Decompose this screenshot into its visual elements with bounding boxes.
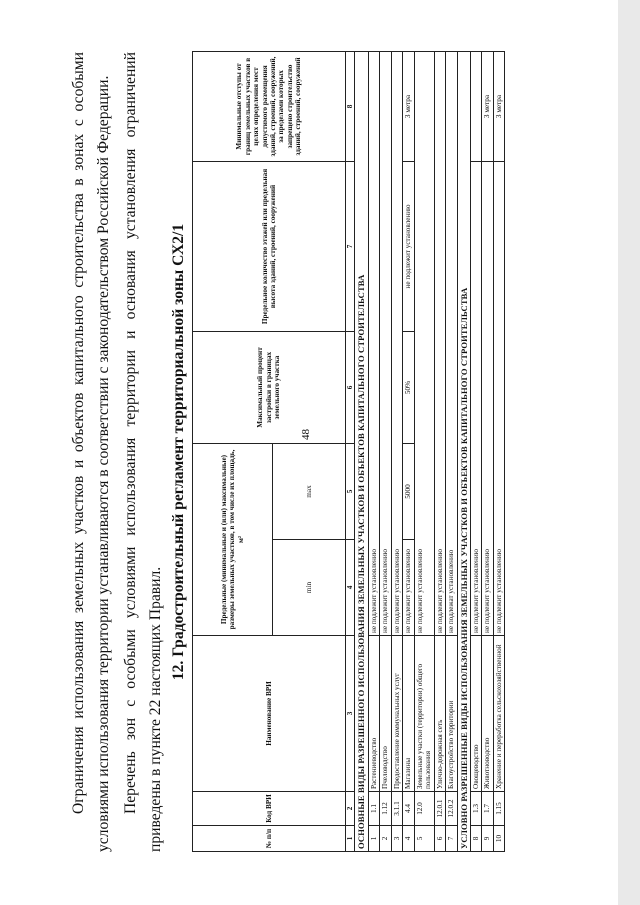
cell-no: 7	[446, 826, 457, 852]
cell-value: не подлежат установлению	[446, 51, 457, 635]
cell-floors: не подлежит установлению	[403, 161, 414, 331]
intro-paragraph-1: Ограничения использования земельных участков и объектов капитального строительства в зонах с особыми условиями использования территории устанавливаются в соответствии с законодательством Российской Федерации.	[70, 52, 112, 852]
cell-name: Пчеловодство	[380, 636, 391, 792]
cell-value: не подлежит установлению	[482, 161, 493, 635]
cell-code: 1.12	[380, 792, 391, 826]
cell-no: 1	[368, 826, 379, 852]
section-heading-conditional: УСЛОВНО РАЗРЕШЕННЫЕ ВИДЫ ИСПОЛЬЗОВАНИЯ ЗЕМЕЛЬНЫХ УЧАСТКОВ И ОБЪЕКТОВ КАПИТАЛЬНОГО СТРОИТЕЛЬСТВА	[457, 51, 470, 851]
cell-no: 6	[434, 826, 445, 852]
cell-name: Животноводство	[482, 636, 493, 792]
cell-setback	[470, 51, 481, 161]
cell-value: не подлежит установлению	[380, 51, 391, 635]
table-row	[434, 51, 445, 851]
col-num: 5	[346, 443, 355, 539]
cell-name: Растениеводство	[368, 636, 379, 792]
cell-no: 10	[493, 826, 504, 852]
header-floors: Предельное количество этажей или предельная высота зданий, строений, сооружений	[193, 161, 346, 331]
table-row	[493, 51, 504, 851]
cell-value: не подлежит установлению	[434, 51, 445, 635]
cell-no: 8	[470, 826, 481, 852]
table-row	[414, 51, 434, 851]
column-numbers-row	[346, 51, 355, 851]
header-max: max	[273, 443, 346, 539]
col-num: 4	[346, 540, 355, 636]
cell-name: Земельные участки (территории) общего пользования	[414, 636, 434, 792]
header-no: № п/п	[193, 826, 346, 852]
scan-edge	[618, 0, 640, 905]
cell-name: Магазины	[403, 636, 414, 792]
cell-value: не подлежит установлению	[493, 161, 504, 635]
cell-code: 12.0.2	[446, 792, 457, 826]
cell-name: Овощеводство	[470, 636, 481, 792]
cell-name: Благоустройство территории	[446, 636, 457, 792]
section-title: 12. Градостроительный регламент территориальной зоны СХ2/1	[170, 223, 187, 681]
cell-code: 12.0.1	[434, 792, 445, 826]
header-pct: Максимальный процент застройки в границах земельного участка	[193, 331, 346, 443]
header-min: min	[273, 540, 346, 636]
cell-max: 5000	[403, 443, 414, 539]
table-row	[368, 51, 379, 851]
section-row	[355, 51, 368, 851]
section-heading-main: ОСНОВНЫЕ ВИДЫ РАЗРЕШЕННОГО ИСПОЛЬЗОВАНИЯ ЗЕМЕЛЬНЫХ УЧАСТКОВ И ОБЪЕКТОВ КАПИТАЛЬНОГО СТРОИТЕЛЬСТВА	[355, 51, 368, 851]
intro-paragraph-2: Перечень зон с особыми условиями использования территории и основания установления ограничений приведены в пункте 22 настоящих Правил.	[122, 52, 164, 852]
cell-code: 4.4	[403, 792, 414, 826]
cell-setback: 3 метра	[482, 51, 493, 161]
cell-no: 3	[391, 826, 402, 852]
cell-name: Хранение и переработка сельскохозяйственной	[493, 636, 504, 792]
cell-pct: 50%	[403, 331, 414, 443]
table-row	[403, 51, 414, 851]
cell-no: 9	[482, 826, 493, 852]
col-num: 7	[346, 161, 355, 331]
cell-value: не подлежит установлению	[414, 51, 434, 635]
table-row	[482, 51, 493, 851]
header-setback: Минимальные отступы от границ земельных участков в целях определения мест допустимого размещения зданий, строений, сооружений, за пределами которых запрещено строительство зданий, строений, сооружений	[193, 51, 346, 161]
header-size: Предельные (минимальные и (или) максимальные) размеры земельных участков, в том числе их площадь, м²	[193, 443, 273, 635]
cell-value: не подлежит установлению	[470, 161, 481, 635]
cell-name: Предоставление коммунальных услуг	[391, 636, 402, 792]
table-row	[391, 51, 402, 851]
col-num: 2	[346, 792, 355, 826]
col-num: 6	[346, 331, 355, 443]
cell-no: 5	[414, 826, 434, 852]
cell-value: не подлежит установлению	[368, 51, 379, 635]
rotated-page-content	[66, 52, 505, 852]
cell-no: 4	[403, 826, 414, 852]
intro-text	[66, 52, 168, 852]
col-num: 1	[346, 826, 355, 852]
table-row	[446, 51, 457, 851]
header-name: Наименование ВРИ	[193, 636, 346, 792]
section-row	[457, 51, 470, 851]
cell-name: Улично-дорожная сеть	[434, 636, 445, 792]
table-row	[380, 51, 391, 851]
cell-setback: 3 метра	[493, 51, 504, 161]
cell-code: 1.1	[368, 792, 379, 826]
cell-code: 1.3	[470, 792, 481, 826]
page-number: 48	[300, 429, 312, 440]
cell-value: не подлежит установлению	[391, 51, 402, 635]
cell-no: 2	[380, 826, 391, 852]
header-row	[193, 51, 273, 851]
cell-code: 12.0	[414, 792, 434, 826]
table-row	[470, 51, 481, 851]
cell-code: 1.15	[493, 792, 504, 826]
cell-code: 3.1.1	[391, 792, 402, 826]
col-num: 3	[346, 636, 355, 792]
cell-code: 1.7	[482, 792, 493, 826]
col-num: 8	[346, 51, 355, 161]
cell-min: не подлежит установлению	[403, 540, 414, 636]
regulation-table	[192, 51, 505, 852]
cell-setback: 3 метра	[403, 51, 414, 161]
header-code: Код ВРИ	[193, 792, 346, 826]
